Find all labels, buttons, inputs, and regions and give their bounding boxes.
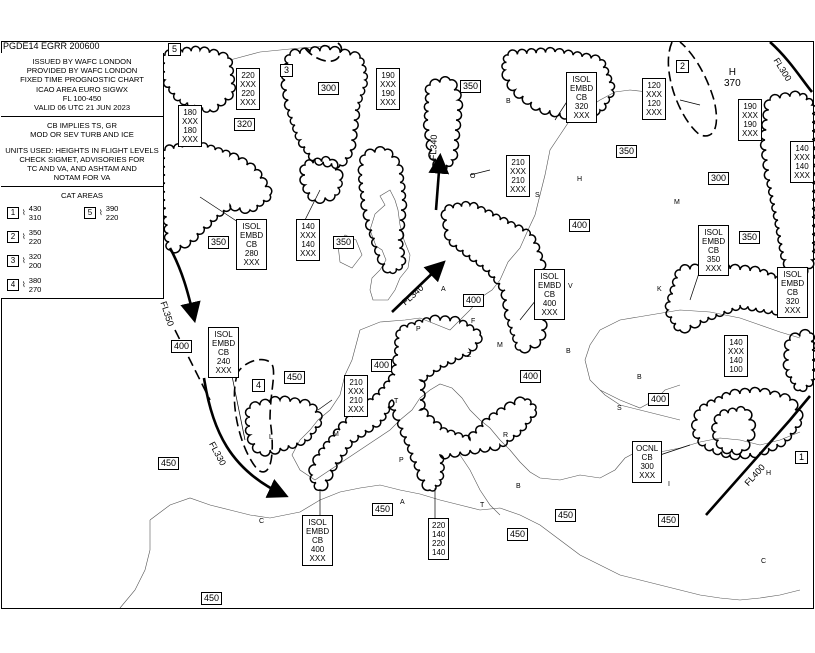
issue-line: ISSUED BY WAFC LONDON: [32, 57, 132, 66]
cb-box: ISOL EMBD CB 280 XXX: [236, 219, 267, 270]
issue-line: FIXED TIME PROGNOSTIC CHART: [20, 75, 144, 85]
cb-scalloped-area: [502, 48, 615, 119]
tropopause-label: 450: [658, 514, 679, 527]
jet-stream-label: FL340: [428, 134, 439, 161]
jet-stream-label: FL340: [399, 282, 426, 308]
tropopause-label: 450: [507, 528, 528, 541]
chart-header-title: PGDE14 EGRR 200600: [3, 41, 100, 51]
jet-stream-label: FL300: [771, 56, 794, 83]
city-marker: H: [766, 470, 772, 477]
tropopause-label: 400: [520, 370, 541, 383]
issue-line: PROVIDED BY WAFC LONDON: [26, 66, 138, 76]
city-marker: T: [394, 398, 399, 405]
city-marker: B: [506, 98, 511, 105]
turbulence-box: 220 140 220 140: [428, 518, 449, 560]
units-line: CHECK SIGMET, ADVISORIES FOR: [19, 154, 145, 164]
jet-stream-label: FL400: [742, 462, 768, 488]
cb-box: ISOL EMBD CB 320 XXX: [566, 72, 597, 123]
city-marker: C: [259, 518, 265, 525]
cat-area-top: 320: [28, 251, 42, 261]
turbulence-icon: ⌇: [22, 280, 26, 290]
cb-scalloped-area: [161, 46, 236, 112]
cat-areas-title: CAT AREAS: [61, 191, 103, 201]
cat-area-number: 1: [7, 207, 19, 219]
turbulence-icon: ⌇: [99, 208, 103, 218]
cat-area-entry: [84, 204, 161, 222]
tropopause-label: 320: [234, 118, 255, 131]
jet-stream-label: FL350: [158, 300, 176, 328]
cb-line: MOD OR SEV TURB AND ICE: [30, 130, 134, 140]
issue-line: FL 100-450: [62, 93, 102, 103]
cat-area-top: 430: [28, 203, 42, 213]
city-marker: V: [568, 283, 573, 290]
cb-box: ISOL EMBD CB 400 XXX: [302, 515, 333, 566]
cat-area-marker: 3: [280, 64, 293, 77]
tropopause-label: 350: [208, 236, 229, 249]
units-line: UNITS USED: HEIGHTS IN FLIGHT LEVELS: [5, 145, 159, 155]
units-line: TC AND VA, AND ASHTAM AND: [27, 164, 137, 174]
turbulence-box: 210 XXX 210 XXX: [344, 375, 368, 417]
issue-section: [1, 53, 163, 117]
issue-line: VALID 06 UTC 21 JUN 2023: [33, 103, 131, 113]
city-marker: M: [674, 199, 680, 206]
cat-area-number: 5: [84, 207, 96, 219]
turbulence-icon: ⌇: [22, 256, 26, 266]
city-marker: C: [761, 558, 767, 565]
tropopause-label: 350: [616, 145, 637, 158]
cat-area-entry: [7, 276, 84, 294]
high-pressure-label: [724, 67, 741, 89]
turbulence-box: 120 XXX 120 XXX: [642, 78, 666, 120]
spacer: [84, 252, 161, 270]
city-marker: S: [617, 405, 622, 412]
cat-area-bottom: 220: [105, 212, 119, 222]
turbulence-box: 210 XXX 210 XXX: [506, 155, 530, 197]
cat-area-marker: 5: [168, 43, 181, 56]
city-marker: H: [577, 176, 583, 183]
cb-line: CB IMPLIES TS, GR: [47, 121, 117, 131]
city-marker: A: [400, 499, 405, 506]
tropopause-label: 450: [284, 371, 305, 384]
tropopause-label: 400: [463, 294, 484, 307]
city-marker: M: [497, 342, 503, 349]
cb-scalloped-area: [281, 46, 367, 169]
tropopause-label: 400: [371, 359, 392, 372]
city-marker: B: [516, 483, 521, 490]
city-marker: I: [668, 481, 670, 488]
city-marker: O: [470, 173, 476, 180]
city-marker: Z: [467, 352, 472, 359]
cb-box: ISOL EMBD CB 320 XXX: [777, 267, 808, 318]
turbulence-box: 180 XXX 180 XXX: [178, 105, 202, 147]
cat-area-entry: [7, 252, 84, 270]
tropopause-label: 400: [648, 393, 669, 406]
cat-area-top: 380: [28, 275, 42, 285]
tropopause-label: 350: [739, 231, 760, 244]
high-letter: H: [728, 67, 736, 78]
cb-box: OCNL CB 300 XXX: [632, 441, 662, 483]
cat-area-marker: 4: [252, 379, 265, 392]
city-marker: S: [535, 192, 540, 199]
cb-scalloped-area: [246, 396, 323, 456]
tropopause-label: 400: [569, 219, 590, 232]
turbulence-box: 140 XXX 140 100: [724, 335, 748, 377]
spacer: [84, 228, 161, 246]
tropopause-label: 450: [201, 592, 222, 605]
city-marker: A: [441, 286, 446, 293]
city-marker: R: [503, 432, 509, 439]
tropopause-label: 370: [724, 78, 741, 89]
city-marker: M: [333, 431, 339, 438]
cb-scalloped-area: [712, 407, 756, 455]
tropopause-label: 400: [171, 340, 192, 353]
city-marker: B: [566, 348, 571, 355]
cb-box: ISOL EMBD CB 400 XXX: [534, 269, 565, 320]
cat-area-entry: [7, 228, 84, 246]
units-line: NOTAM FOR VA: [53, 173, 111, 183]
city-marker: F: [471, 318, 476, 325]
tropopause-label: 450: [158, 457, 179, 470]
turbulence-box: 190 XXX 190 XXX: [376, 68, 400, 110]
info-panel: [1, 53, 164, 299]
cat-area-number: 3: [7, 255, 19, 267]
cat-area-bottom: 270: [28, 284, 42, 294]
cb-scalloped-area: [761, 91, 815, 276]
city-marker: L: [269, 434, 273, 441]
tropopause-label: 350: [333, 236, 354, 249]
turbulence-icon: ⌇: [22, 232, 26, 242]
cat-area-entry: [7, 204, 84, 222]
turbulence-box: 140 XXX 140 XXX: [296, 219, 320, 261]
legend-section: [1, 117, 163, 187]
tropopause-label: 450: [372, 503, 393, 516]
cat-area-bottom: 310: [28, 212, 42, 222]
cb-scalloped-area: [358, 147, 406, 274]
cat-area-marker: 1: [795, 451, 808, 464]
cat-area-bottom: 220: [28, 236, 42, 246]
jet-stream-label: FL330: [207, 440, 228, 468]
cb-box: ISOL EMBD CB 350 XXX: [698, 225, 729, 276]
turbulence-box: 140 XXX 140 XXX: [790, 141, 814, 183]
turbulence-icon: ⌇: [22, 208, 26, 218]
cat-area-number: 2: [7, 231, 19, 243]
cat-area-marker: 2: [676, 60, 689, 73]
tropopause-label: 300: [318, 82, 339, 95]
turbulence-box: 190 XXX 190 XXX: [738, 99, 762, 141]
city-marker: K: [657, 286, 662, 293]
cat-area-top: 350: [28, 227, 42, 237]
city-marker: P: [416, 326, 421, 333]
cat-area-bottom: 200: [28, 260, 42, 270]
cat-area-top: 390: [105, 203, 119, 213]
tropopause-label: 300: [708, 172, 729, 185]
issue-line: ICAO AREA EURO SIGWX: [36, 84, 128, 94]
cb-box: ISOL EMBD CB 240 XXX: [208, 327, 239, 378]
cb-scalloped-area: [783, 330, 815, 392]
tropopause-label: 450: [555, 509, 576, 522]
cat-areas-section: [1, 187, 163, 297]
turbulence-box: 220 XXX 220 XXX: [236, 68, 260, 110]
city-marker: T: [480, 502, 485, 509]
tropopause-label: 350: [460, 80, 481, 93]
city-marker: P: [399, 457, 404, 464]
city-marker: B: [637, 374, 642, 381]
cat-area-number: 4: [7, 279, 19, 291]
